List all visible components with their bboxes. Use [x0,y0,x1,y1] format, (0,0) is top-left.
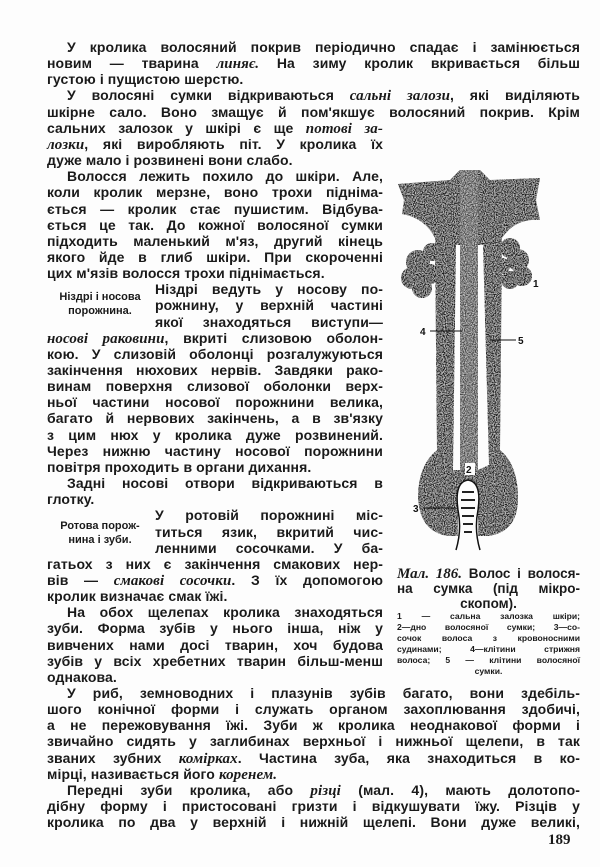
text-line [47,572,383,588]
hair-papilla [456,480,480,550]
text-run: зубів у всіх хребетних тварин більш-менш [47,652,383,669]
text-run: У волосяні сумки відкриваються [67,87,350,104]
text-run: . З їх допомогою [231,571,383,588]
legend-line: 1 — сальна залозка шкіри; [397,611,580,621]
text-run: рожнину, у верхній частині [155,297,383,314]
text-line [47,653,383,669]
text-run: мірці, називається його [47,765,219,782]
text-run: а не пережовування їжі. Зуби ж кролика неоднакової форми і [47,717,580,734]
text-run: якого йде в глиб шкіри. При скороченні [47,248,383,265]
hair-shaft [460,170,478,470]
text-line [67,782,580,798]
text-run: кою. У слизовій оболонці розгалужуються [47,345,383,362]
text-line [47,443,383,459]
text-run: цих м'язів волосся трохи піднімається. [47,265,325,282]
text-run: закінчення нюхових нервів. Завдяки рако- [47,362,383,378]
text-run: , вкриті слизовою оболон- [164,329,383,346]
text-line [67,39,580,55]
text-run: На зиму кролик вкривається більш [259,55,580,72]
text-run: зуби. Форма зубів у нього інша, ніж у [47,620,383,637]
text-line [47,701,580,717]
figure-number: Мал. 186. [397,566,463,582]
page-number: 189 [548,832,571,848]
hair-follicle-illustration [390,170,590,560]
text-line [47,717,580,733]
text-run: ється — кролик стає пушистим. Відбува- [47,200,383,217]
text-line [47,733,580,749]
side-note-line: порожнина. [68,305,132,317]
text-line [47,459,383,475]
text-line [155,297,383,313]
figure-label-5: 5 [518,336,524,347]
text-line [47,201,383,217]
text-run: вивчених нами досі тварин, хоч будова [47,636,383,653]
italic-term: комірках [178,750,238,767]
text-run: . Частина зуба, яка знаходиться в ко- [237,749,580,766]
text-line [47,217,383,233]
text-run: дібну форму і пристосовані гризти і відкушувати їжу. Різців у [47,798,580,815]
text-line [47,427,383,443]
legend-line: сумки. [474,666,503,676]
text-run: гатьох з них є закінчення смакових нер- [47,555,383,572]
text-run: вів — [47,571,114,588]
text-run: званих зубних [47,749,179,766]
text-run: кролик визначає смак їжі. [47,588,228,605]
text-line [67,168,383,184]
side-note-mouth [47,519,153,547]
text-line [47,556,383,572]
text-run: шого конічної форми і служать органом захоплювання здобичі, [47,701,580,718]
text-run: ється це так. До кожної волосяної сумки [47,216,383,233]
text-line [47,378,383,394]
text-run: ньої частини носової порожнини велика, [47,394,383,411]
text-run: однакова. [47,668,117,685]
text-run: глотку. [47,491,95,508]
text-run: коли кролик мерзне, воно трохи підніма- [47,184,383,201]
text-run: , які виділяють [450,87,581,104]
text-run: На обох щелепах кролика знаходяться [67,604,383,621]
text-run: Задні носові отвори відкриваються в [67,475,383,492]
side-note-line: нина і зуби. [68,534,132,546]
figure-label-2: 2 [466,465,472,476]
text-run: повітря проходить в органи дихання. [47,458,312,475]
text-line [47,346,383,362]
italic-term: коренем. [218,766,278,783]
text-line [67,604,383,620]
text-line [155,507,383,523]
text-run: якої знаходяться виступи— [155,313,383,330]
text-line [47,233,383,249]
text-run: , які виробляють піт. У кролика їх [84,135,383,152]
text-line [47,152,383,168]
side-note-nostrils [47,290,153,318]
text-run: з цим нюх у кролика дуже розвинений. [47,426,383,443]
text-run: кролика по два у верхній і нижній щелепі. Вони дуже великі, [47,814,580,831]
text-line [47,766,580,782]
text-run: Через нижню частину носової порожнини [47,442,383,459]
text-run: Волосся лежить похило до шкіри. Але, [67,168,383,185]
text-line [47,750,580,766]
italic-term: смакові сосочки [113,572,232,589]
text-line [47,184,383,200]
italic-term: носові раковини [47,330,165,347]
text-line [47,814,580,830]
text-line [47,669,383,685]
figure-label-1: 1 [533,279,539,290]
text-run: новим — тварина [47,55,217,72]
text-line [67,87,580,103]
figure-caption-line: на сумка (під мікро- [397,581,580,596]
text-run: багато й нервових закінчень, а в зв'язку [47,410,383,427]
text-run: винам поверхня слизової оболонки верх- [47,378,383,395]
side-note-line: Ротова порож- [60,520,140,532]
text-line [47,249,383,265]
italic-term: линяє. [216,56,260,73]
text-line [47,798,580,814]
text-line [47,136,383,152]
text-run: підходить маленький м'яз, другий кінець [47,232,383,249]
caption-text: Волос і волося- [462,566,581,581]
legend-line: 2—дно волосяної сумки; 3—со- [397,622,580,632]
text-line [47,394,383,410]
side-note-line: Ніздрі і носова [59,291,141,303]
text-line [47,330,383,346]
text-line [67,475,383,491]
text-line [47,120,383,136]
text-line [47,71,580,87]
legend-line: судинами; 4—клітини стрижня [397,644,580,654]
legend-line: сочок волоса з кровоносними [397,633,580,643]
text-run: Передні зуби кролика, або [67,781,311,798]
text-line [47,620,383,636]
text-line [155,524,383,540]
text-line [155,314,383,330]
text-line [155,540,383,556]
text-run: шкірне сало. Воно змащує й пом'якшує волосяний покрив. Крім [47,103,580,120]
italic-term: потові за- [305,120,383,137]
text-line [47,55,580,71]
text-line [47,104,580,120]
text-run: густою і пущистою шерстю. [47,71,244,88]
text-line [47,637,383,653]
text-line [47,265,383,281]
figure-caption-line: скопом). [460,596,517,611]
text-line [47,491,383,507]
italic-term: лозки [47,136,85,153]
italic-term: сальні залози [349,88,451,105]
text-line [47,362,383,378]
text-line [47,410,383,426]
figure-label-4: 4 [420,327,426,338]
text-run: сальних залозок у шкірі є ще [47,119,306,136]
text-run: У риб, земноводних і плазунів зубів багато, вони здебіль- [67,685,580,701]
text-line [67,685,580,701]
text-run: (мал. 4), мають долотопо- [340,781,580,798]
legend-line: волоса; 5 — клітини волосяної [397,655,580,665]
text-line [155,281,383,297]
text-run: дуже мало і розвинені вони слабо. [47,152,293,169]
figure-caption-line [397,566,580,582]
figure-label-3: 3 [413,504,419,515]
text-run: звичайно сидять у заглибинах верхньої і нижньої щелепи, в так [47,733,580,750]
text-line [47,588,383,604]
text-run: У ротовій порожнині міс- [155,507,383,524]
text-run: У кролика волосяний покрив періодично спадає і замінюється [67,39,580,55]
text-run: ленними сосочками. У ба- [155,539,383,556]
text-run: Ніздрі ведуть у носову по- [155,281,383,298]
sebaceous-gland-left [401,243,441,298]
text-run: титься язик, вкритий чис- [155,523,383,540]
italic-term: різці [310,782,341,799]
